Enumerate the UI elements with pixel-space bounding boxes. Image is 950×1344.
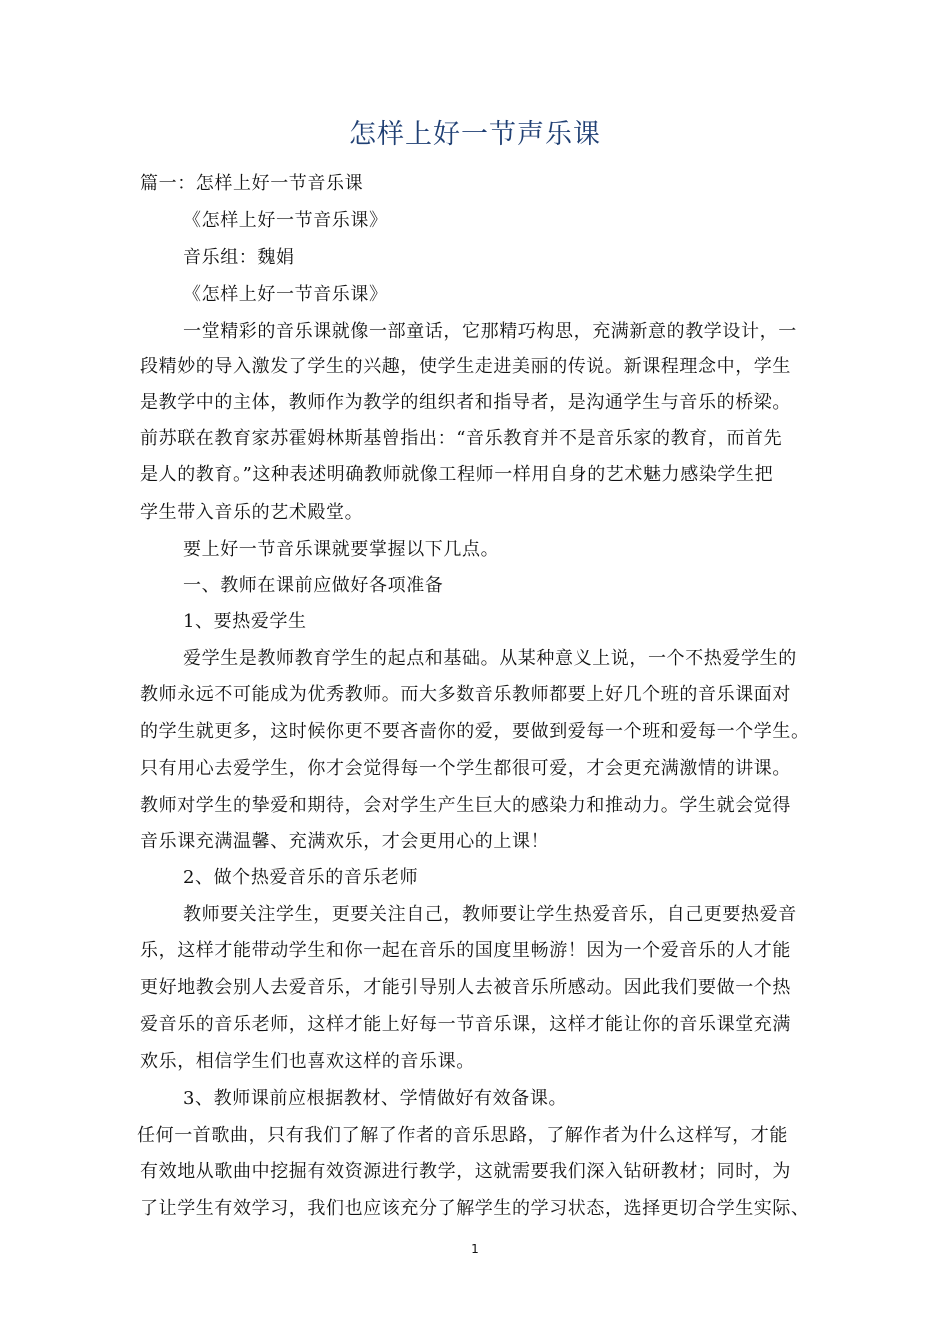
text-line: 《怎样上好一节音乐课》 — [183, 210, 388, 231]
text-line: 音乐组：魏娟 — [183, 247, 295, 268]
text-line: 教师对学生的挚爱和期待，会对学生产生巨大的感染力和推动力。学生就会觉得 — [140, 795, 791, 816]
text-line: 了让学生有效学习，我们也应该充分了解学生的学习状态，选择更切合学生实际、 — [140, 1198, 810, 1219]
text-line: 任何一首歌曲，只有我们了解了作者的音乐思路，了解作者为什么这样写，才能 — [137, 1125, 788, 1146]
text-line: 爱音乐的音乐老师，这样才能上好每一节音乐课，这样才能让你的音乐课堂充满 — [140, 1014, 791, 1035]
text-line: 要上好一节音乐课就要掌握以下几点。 — [183, 539, 500, 560]
text-line: 篇一：怎样上好一节音乐课 — [140, 173, 364, 194]
text-line: 欢乐，相信学生们也喜欢这样的音乐课。 — [140, 1051, 475, 1072]
text-line: 乐，这样才能带动学生和你一起在音乐的国度里畅游！因为一个爱音乐的人才能 — [140, 940, 791, 961]
text-line: 1、要热爱学生 — [183, 611, 307, 632]
text-line: 一堂精彩的音乐课就像一部童话，它那精巧构思，充满新意的教学设计，一 — [183, 321, 797, 342]
text-line: 2、做个热爱音乐的音乐老师 — [183, 867, 419, 888]
text-line: 音乐课充满温馨、充满欢乐，才会更用心的上课！ — [140, 831, 550, 852]
text-line: 只有用心去爱学生，你才会觉得每一个学生都很可爱，才会更充满激情的讲课。 — [140, 758, 791, 779]
text-line: 更好地教会别人去爱音乐，才能引导别人去被音乐所感动。因此我们要做一个热 — [140, 977, 791, 998]
text-line: 有效地从歌曲中挖掘有效资源进行教学，这就需要我们深入钻研教材；同时，为 — [140, 1161, 791, 1182]
document-title: 怎样上好一节声乐课 — [349, 119, 601, 150]
text-line: 是人的教育。”这种表述明确教师就像工程师一样用自身的艺术魅力感染学生把 — [140, 464, 774, 485]
text-line: 前苏联在教育家苏霍姆林斯基曾指出：“音乐教育并不是音乐家的教育，而首先 — [140, 428, 783, 449]
text-line: 是教学中的主体，教师作为教学的组织者和指导者，是沟通学生与音乐的桥梁。 — [140, 392, 791, 413]
text-line: 段精妙的导入激发了学生的兴趣，使学生走进美丽的传说。新课程理念中，学生 — [140, 356, 791, 377]
text-line: 的学生就更多，这时候你更不要吝啬你的爱，要做到爱每一个班和爱每一个学生。 — [140, 721, 810, 742]
page-number: 1 — [471, 1242, 479, 1256]
text-line: 3、教师课前应根据教材、学情做好有效备课。 — [183, 1088, 568, 1109]
text-line: 《怎样上好一节音乐课》 — [183, 284, 388, 305]
text-line: 一、教师在课前应做好各项准备 — [183, 575, 444, 596]
text-line: 学生带入音乐的艺术殿堂。 — [140, 502, 364, 523]
text-line: 爱学生是教师教育学生的起点和基础。从某种意义上说，一个不热爱学生的 — [183, 648, 797, 669]
text-line: 教师要关注学生，更要关注自己，教师要让学生热爱音乐，自己更要热爱音 — [183, 904, 797, 925]
text-line: 教师永远不可能成为优秀教师。而大多数音乐教师都要上好几个班的音乐课面对 — [140, 684, 791, 705]
